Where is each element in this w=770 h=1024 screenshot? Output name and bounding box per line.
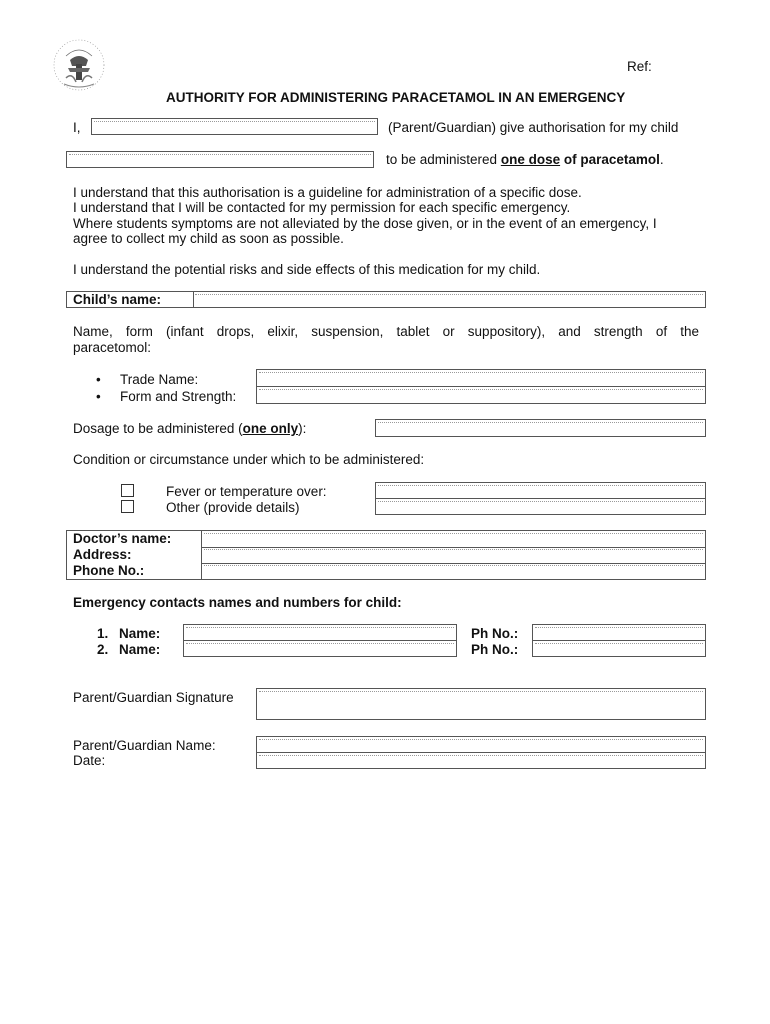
doctor-address-input[interactable] <box>202 547 705 563</box>
signature-label: Parent/Guardian Signature <box>73 690 234 705</box>
bullet: • <box>96 389 101 404</box>
other-details-input[interactable] <box>375 498 706 515</box>
child-name-intro-input[interactable] <box>66 151 374 168</box>
school-logo <box>52 38 106 92</box>
doctor-table <box>66 530 706 580</box>
condition-label: Condition or circumstance under which to be administered: <box>73 452 425 467</box>
signature-input[interactable] <box>256 688 706 720</box>
doctor-phone-input[interactable] <box>202 563 705 579</box>
doctor-address-label: Address: <box>73 547 132 562</box>
form-strength-label: Form and Strength: <box>120 389 237 404</box>
dosage-label <box>73 421 306 437</box>
doctor-phone-label: Phone No.: <box>73 563 145 578</box>
paragraph-line-5: I understand the potential risks and side effects of this medication for my child. <box>73 262 541 277</box>
contact-2-name-label: Name: <box>119 642 161 657</box>
dosage-suffix: ): <box>298 421 307 436</box>
paragraph-line-3: Where students symptoms are not alleviated by the dose given, or in the event of an emergency, I <box>73 216 657 231</box>
trade-name-label: Trade Name: <box>120 372 199 387</box>
contact-1-name-input[interactable] <box>183 624 457 641</box>
fever-temperature-input[interactable] <box>375 482 706 499</box>
contact-1-phone-input[interactable] <box>532 624 706 641</box>
doctor-name-label: Doctor’s name: <box>73 531 172 546</box>
paragraph-line-4: agree to collect my child as soon as possible. <box>73 231 344 246</box>
date-input[interactable] <box>256 752 706 769</box>
doctor-name-input[interactable] <box>202 531 705 547</box>
paragraph-line-2: I understand that I will be contacted for my permission for each specific emergency. <box>73 200 571 215</box>
date-label: Date: <box>73 753 106 768</box>
contact-2-number: 2. <box>97 642 109 657</box>
fever-label: Fever or temperature over: <box>166 484 327 499</box>
guardian-name-label: Parent/Guardian Name: <box>73 738 216 753</box>
one-only-text: one only <box>242 421 299 436</box>
guardian-name-input[interactable] <box>256 736 706 753</box>
contact-1-number: 1. <box>97 626 109 641</box>
parent-name-input[interactable] <box>91 118 378 135</box>
fever-checkbox[interactable] <box>121 484 134 497</box>
trade-name-input[interactable] <box>256 369 706 387</box>
ref-label: Ref: <box>627 59 652 74</box>
other-label: Other (provide details) <box>166 500 300 515</box>
emergency-title: Emergency contacts names and numbers for child: <box>73 595 402 610</box>
form-strength-input[interactable] <box>256 386 706 404</box>
bullet: • <box>96 372 101 387</box>
page-title: AUTHORITY FOR ADMINISTERING PARACETAMOL IN AN EMERGENCY <box>166 90 626 105</box>
other-checkbox[interactable] <box>121 500 134 513</box>
contact-1-name-label: Name: <box>119 626 161 641</box>
dosage-input[interactable] <box>375 419 706 437</box>
form-description-line-2: paracetomol: <box>73 340 152 355</box>
period: . <box>659 152 664 167</box>
authorisation-text: (Parent/Guardian) give authorisation for my child <box>388 120 679 135</box>
i-label: I, <box>73 120 81 135</box>
child-name-label: Child’s name: <box>73 292 162 307</box>
administered-text <box>386 152 664 168</box>
form-description-line-1: Name, form (infant drops, elixir, suspension, tablet or suppository), and strength of the <box>73 324 699 339</box>
paragraph-line-1: I understand that this authorisation is a guideline for administration of a specific dose. <box>73 185 582 200</box>
administered-prefix: to be administered <box>386 152 501 167</box>
of-paracetamol-text: of paracetamol <box>560 152 660 167</box>
child-name-row <box>66 291 706 308</box>
one-dose-text: one dose <box>500 152 561 167</box>
contact-1-ph-label: Ph No.: <box>471 626 519 641</box>
contact-2-ph-label: Ph No.: <box>471 642 519 657</box>
contact-2-name-input[interactable] <box>183 640 457 657</box>
dosage-prefix: Dosage to be administered ( <box>73 421 243 436</box>
child-name-input[interactable] <box>194 292 705 307</box>
contact-2-phone-input[interactable] <box>532 640 706 657</box>
